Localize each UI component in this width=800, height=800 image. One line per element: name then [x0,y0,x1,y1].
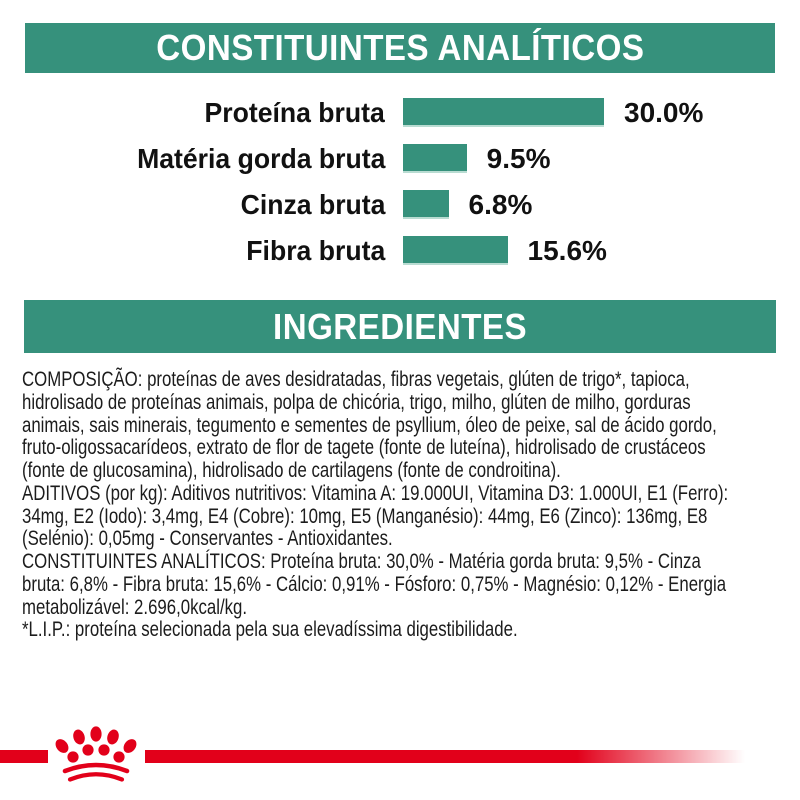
analytical-constituents-line: CONSTITUINTES ANALÍTICOS: Proteína bruta: 30,0% - Matéria gorda bruta: 9,5% - Cinza [22,550,701,573]
additives-line: (Selénio): 0,05mg - Conservantes - Antioxidantes. [22,527,393,551]
ingredients-body-text [22,369,790,642]
composition-line: (fonte de glucosamina), hidrolisado de cartilagens (fonte de condroitina). [22,459,561,482]
analytics-section-banner [25,23,775,73]
chart-value-fibre: 15.6% [527,234,607,266]
chart-bar-ash [403,190,449,219]
chart-row-ash [0,190,800,219]
chart-label-protein: Proteína bruta [204,96,385,128]
chart-bar-fat [403,144,467,173]
chart-row-protein [0,98,800,127]
composition-line: hidrolisado de proteínas animais, polpa de chicória, trigo, milho, glúten de milho, gorduras [22,390,691,414]
chart-label-fat: Matéria gorda bruta [136,142,385,174]
chart-value-fat: 9.5% [486,142,551,174]
chart-row-fat [0,144,800,173]
analytical-constituents-line: bruta: 6,8% - Fibra bruta: 15,6% - Cálcio: 0,91% - Fósforo: 0,75% - Magnésio: 0,12% - Energia [22,572,727,596]
brand-stripe-left [0,750,48,763]
chart-label-ash: Cinza bruta [240,188,385,220]
chart-label-fibre: Fibra bruta [246,234,385,266]
chart-bar-fibre [403,236,508,265]
chart-row-fibre [0,236,800,265]
ingredients-section-banner [24,300,776,353]
royal-canin-crown-paw-logo [48,718,142,784]
analytics-section-title: CONSTITUINTES ANALÍTICOS [155,27,645,68]
chart-value-protein: 30.0% [624,96,704,128]
lip-footnote-line: *L.I.P.: proteína selecionada pela sua elevadíssima digestibilidade. [22,618,518,642]
additives-line: 34mg, E2 (Iodo): 3,4mg, E4 (Cobre): 10mg, E5 (Manganésio): 44mg, E6 (Zinco): 136mg, E8 [22,504,708,528]
chart-value-ash: 6.8% [468,188,533,220]
composition-line: COMPOSIÇÃO: proteínas de aves desidratadas, fibras vegetais, glúten de trigo*, tapioca, [22,368,690,391]
ingredients-section-title: INGREDIENTES [273,305,527,347]
composition-line: fruto-oligossacarídeos, extrato de flor de tagete (fonte de luteína), hidrolisado de crustáceos [22,436,706,460]
composition-line: animais, sais minerais, tegumento e sementes de psyllium, óleo de peixe, sal de ácido gordo, [22,413,717,437]
analytic-constituents-chart [0,98,800,282]
additives-line: ADITIVOS (por kg): Aditivos nutritivos: Vitamina A: 19.000UI, Vitamina D3: 1.000UI, E1 (Ferro): [22,481,729,505]
chart-bar-protein [403,98,604,127]
analytical-constituents-line: metabolizável: 2.696,0kcal/kg. [22,595,248,619]
brand-stripe-right [145,750,745,763]
